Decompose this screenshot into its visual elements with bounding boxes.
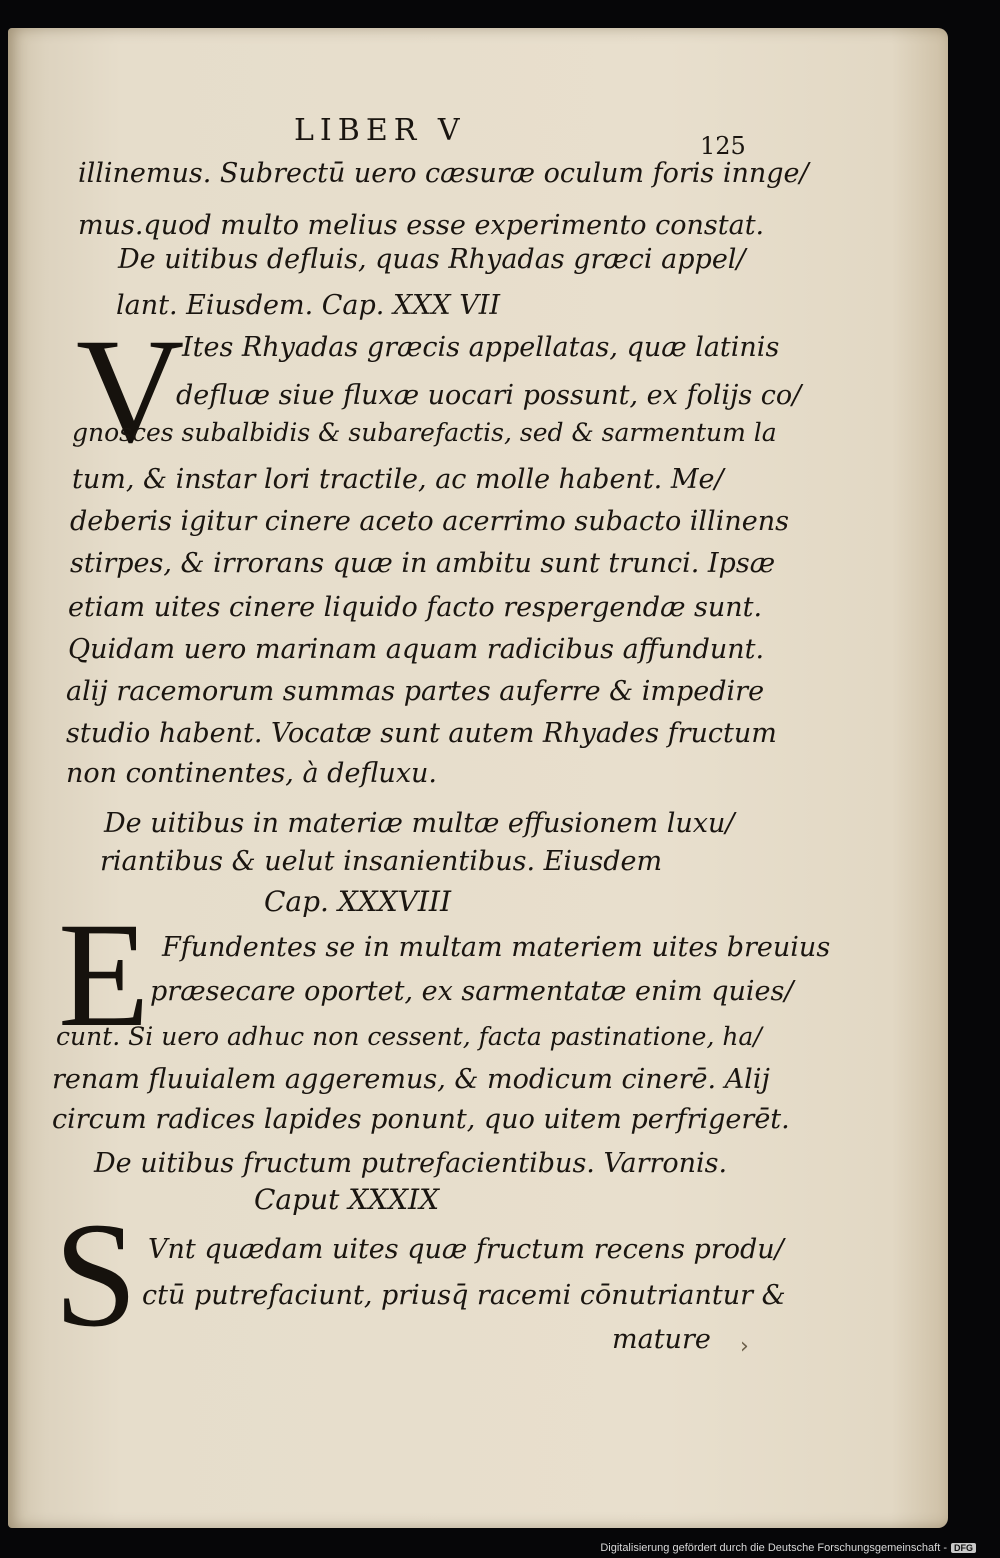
text-line: studio habent. Vocatæ sunt autem Rhyades fructum [66,718,777,749]
text-line: etiam uites cinere liquido facto respergendæ sunt. [68,592,763,623]
text-line: mus.quod multo melius esse experimento constat. [78,210,765,241]
text-line: cunt. Si uero adhuc non cessent, facta pastinatione, ha/ [56,1022,762,1051]
credit-text: Digitalisierung gefördert durch die Deutsche Forschungsgemeinschaft - [600,1542,947,1554]
text-line: præsecare oportet, ex sarmentatæ enim quies/ [150,976,794,1007]
chapter-heading-line: De uitibus fructum putrefacientibus. Varronis. [94,1148,728,1179]
drop-cap-initial: S [54,1192,138,1358]
dfg-logo-icon: DFG [951,1543,976,1553]
text-line: deberis igitur cinere aceto acerrimo subacto illinens [70,506,789,537]
text-line: Ffundentes se in multam materiem uites breuius [162,932,831,963]
chapter-number: Cap. XXXVIII [264,885,452,918]
chapter-heading-line: riantibus & uelut insanientibus. Eiusdem [100,846,663,877]
text-line: alij racemorum summas partes auferre & impedire [66,676,765,707]
page-corner-mark-icon: › [740,1334,749,1359]
chapter-heading-line: De uitibus defluis, quas Rhyadas græci appel/ [118,244,746,275]
text-line: gnosces subalbidis & subarefactis, sed & sarmentum la [72,418,777,447]
text-line: non continentes, à defluxu. [66,758,438,789]
text-line: Quidam uero marinam aquam radicibus affundunt. [68,634,765,665]
text-line: renam fluuialem aggeremus, & modicum cinerē. Alij [52,1064,770,1095]
drop-cap-initial: E [58,892,150,1058]
text-line: Ites Rhyadas græcis appellatas, quæ latinis [182,332,780,363]
drop-cap-initial: V [76,308,185,474]
text-line: ctū putrefaciunt, priusq̄ racemi cōnutriantur & [142,1280,786,1311]
text-line: illinemus. Subrectū uero cæsuræ oculum foris innge/ [78,158,809,189]
text-line: tum, & instar lori tractile, ac molle habent. Me/ [72,464,724,495]
text-line: defluæ siue fluxæ uocari possunt, ex folijs co/ [176,380,802,411]
chapter-heading-line: lant. Eiusdem. Cap. XXX VII [116,290,501,321]
page-number: 125 [700,132,746,160]
chapter-heading-line: De uitibus in materiæ multæ effusionem luxu/ [104,808,735,839]
digitization-credit [600,1542,976,1554]
text-line: circum radices lapides ponunt, quo uitem perfrigerēt. [52,1104,790,1135]
running-head: LIBER V [294,113,466,148]
text-line: Vnt quædam uites quæ fructum recens produ/ [148,1234,784,1265]
text-line: stirpes, & irrorans quæ in ambitu sunt trunci. Ipsæ [70,548,776,579]
chapter-number: Caput XXXIX [254,1183,440,1216]
catchword: mature [612,1324,711,1355]
